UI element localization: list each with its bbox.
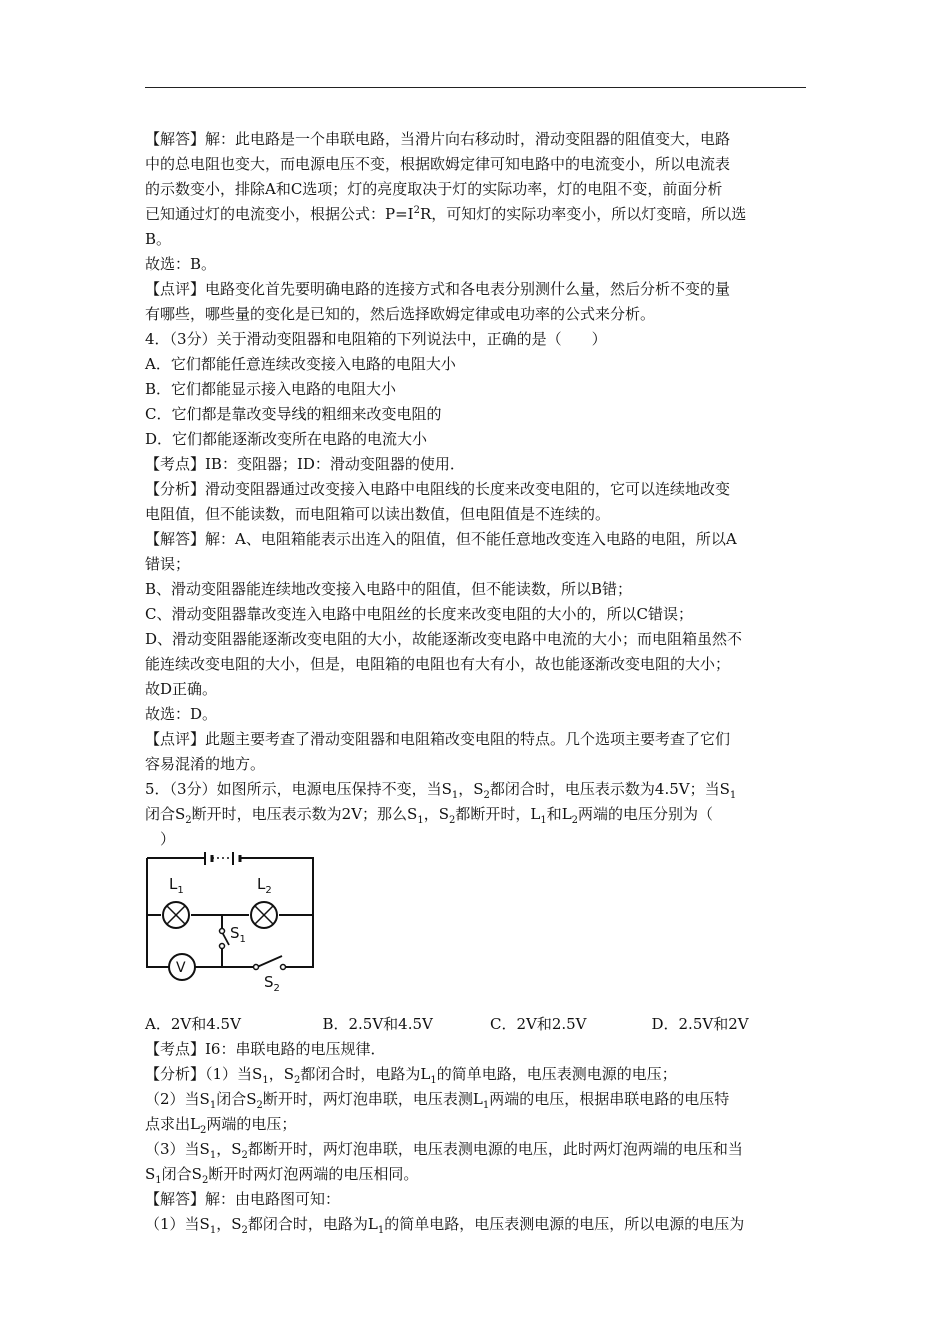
q4-answer-line: 错误；	[145, 555, 191, 573]
q5-stem-line: 5．（3分）如图所示，电源电压保持不变，当$S_1$，$S_2$都闭合时，电压表示数为4.5V；当$S_1$	[145, 780, 737, 801]
q4-answer-line: 能连续改变电阻的大小，但是，电阻箱的电阻也有大有小，故也能逐渐改变电阻的大小；	[145, 655, 731, 673]
q4-option-a: A．它们都能任意连续改变接入电路的电阻大小	[145, 355, 456, 373]
q3-answer-line: 【解答】解：此电路是一个串联电路，当滑片向右移动时，滑动变阻器的阻值变大，电路	[145, 130, 731, 148]
q4-answer-line: D、滑动变阻器能逐渐改变电阻的大小，故能逐渐改变电路中电流的大小；而电阻箱虽然不	[145, 630, 743, 648]
q5-answer-head: 【解答】解：由电路图可知：	[145, 1190, 341, 1208]
header-rule	[145, 87, 806, 88]
q5-analysis-line: $S_1$闭合$S_2$断开时两灯泡两端的电压相同。	[145, 1165, 419, 1186]
q4-option-c: C．它们都是靠改变导线的粗细来改变电阻的	[145, 405, 442, 423]
q4-answer-line: B、滑动变阻器能连续地改变接入电路中的阻值，但不能读数，所以B错；	[145, 580, 633, 598]
q5-answer-line: （1）当$S_1$，$S_2$都闭合时，电路为$L_1$的简单电路，电压表测电源的电压，所以电源的电压为	[145, 1215, 745, 1236]
switch-s2-blade	[257, 956, 282, 967]
q4-comment-line: 容易混淆的地方。	[145, 755, 266, 773]
q4-answer-line: 【解答】解：A、电阻箱能表示出连入的阻值，但不能任意地改变连入电路的电阻，所以A	[145, 530, 737, 548]
label-l1: $L_1$	[169, 875, 184, 896]
q5-stem-line: ）	[145, 830, 176, 848]
q5-analysis-line: 【分析】（1）当$S_1$，$S_2$都闭合时，电路为$L_1$的简单电路，电压表测电源的电压；	[145, 1065, 677, 1086]
q4-answer-line: C、滑动变阻器靠改变连入电路中电阻丝的长度来改变电阻的大小的，所以C错误；	[145, 605, 693, 623]
q4-option-d: D．它们都能逐渐改变所在电路的电流大小	[145, 430, 428, 448]
q3-comment-line: 有哪些，哪些量的变化是已知的，然后选择欧姆定律或电功率的公式来分析。	[145, 305, 656, 323]
q4-analysis-line: 电阻值，但不能读数，而电阻箱可以读出数值，但电阻值是不连续的。	[145, 505, 611, 523]
q3-answer-line: 中的总电阻也变大，而电源电压不变，根据欧姆定律可知电路中的电流变小，所以电流表	[145, 155, 731, 173]
wire-left	[147, 858, 169, 967]
q4-choice: 故选：D。	[145, 705, 218, 723]
q5-option-a: A．2V和4.5V	[145, 1015, 241, 1033]
q5-options	[145, 1012, 811, 1037]
q3-answer-tail: B。	[145, 230, 172, 248]
q3-comment-line: 【点评】电路变化首先要明确电路的连接方式和各电表分别测什么量，然后分析不变的量	[145, 280, 731, 298]
label-l2: $L_2$	[257, 875, 272, 896]
q3-answer-line: 的示数变小，排除A和C选项；灯的亮度取决于灯的实际功率，灯的电阻不变，前面分析	[145, 180, 723, 198]
circuit-svg	[145, 852, 325, 992]
q5-analysis-line: （2）当$S_1$闭合$S_2$断开时，两灯泡串联，电压表测$L_1$两端的电压，根据串联电路的电压特	[145, 1090, 730, 1111]
q5-option-d: D．2.5V和2V	[651, 1015, 749, 1033]
label-s2: $S_2$	[264, 973, 280, 992]
q4-comment-line: 【点评】此题主要考查了滑动变阻器和电阻箱改变电阻的特点。几个选项主要考查了它们	[145, 730, 731, 748]
q3-choice: 故选：B。	[145, 255, 217, 273]
q4-stem: 4．（3分）关于滑动变阻器和电阻箱的下列说法中，正确的是（ ）	[145, 330, 607, 348]
q4-option-b: B．它们都能显示接入电路的电阻大小	[145, 380, 397, 398]
q5-option-c: C．2V和2.5V	[489, 1015, 587, 1033]
q5-option-b: B．2.5V和4.5V	[322, 1015, 433, 1033]
q5-analysis-line: 点求出$L_2$两端的电压；	[145, 1115, 297, 1136]
q4-analysis-line: 【分析】滑动变阻器通过改变接入电路中电阻线的长度来改变电阻的，它可以连续地改变	[145, 480, 731, 498]
q5-stem-line: 闭合$S_2$断开时，电压表示数为2V；那么$S_1$，$S_2$都断开时，$L_1$和$L_2$两端的电压分别为（	[145, 805, 714, 826]
label-voltmeter: V	[176, 960, 186, 976]
label-s1: $S_1$	[230, 924, 246, 945]
q4-answer-line: 故D正确。	[145, 680, 218, 698]
q5-analysis-line: （3）当$S_1$，$S_2$都断开时，两灯泡串联，电压表测电源的电压，此时两灯泡两端的电压和当	[145, 1140, 743, 1161]
q5-point: 【考点】I6：串联电路的电压规律．	[145, 1040, 386, 1058]
circuit-diagram	[145, 852, 811, 992]
q4-point: 【考点】IB：变阻器；ID：滑动变阻器的使用．	[145, 455, 465, 473]
document-body	[145, 127, 811, 1237]
q3-formula-line: 已知通过灯的电流变小，根据公式：$P=I^2R$，可知灯的实际功率变小，所以灯变暗，所以选	[145, 205, 747, 223]
